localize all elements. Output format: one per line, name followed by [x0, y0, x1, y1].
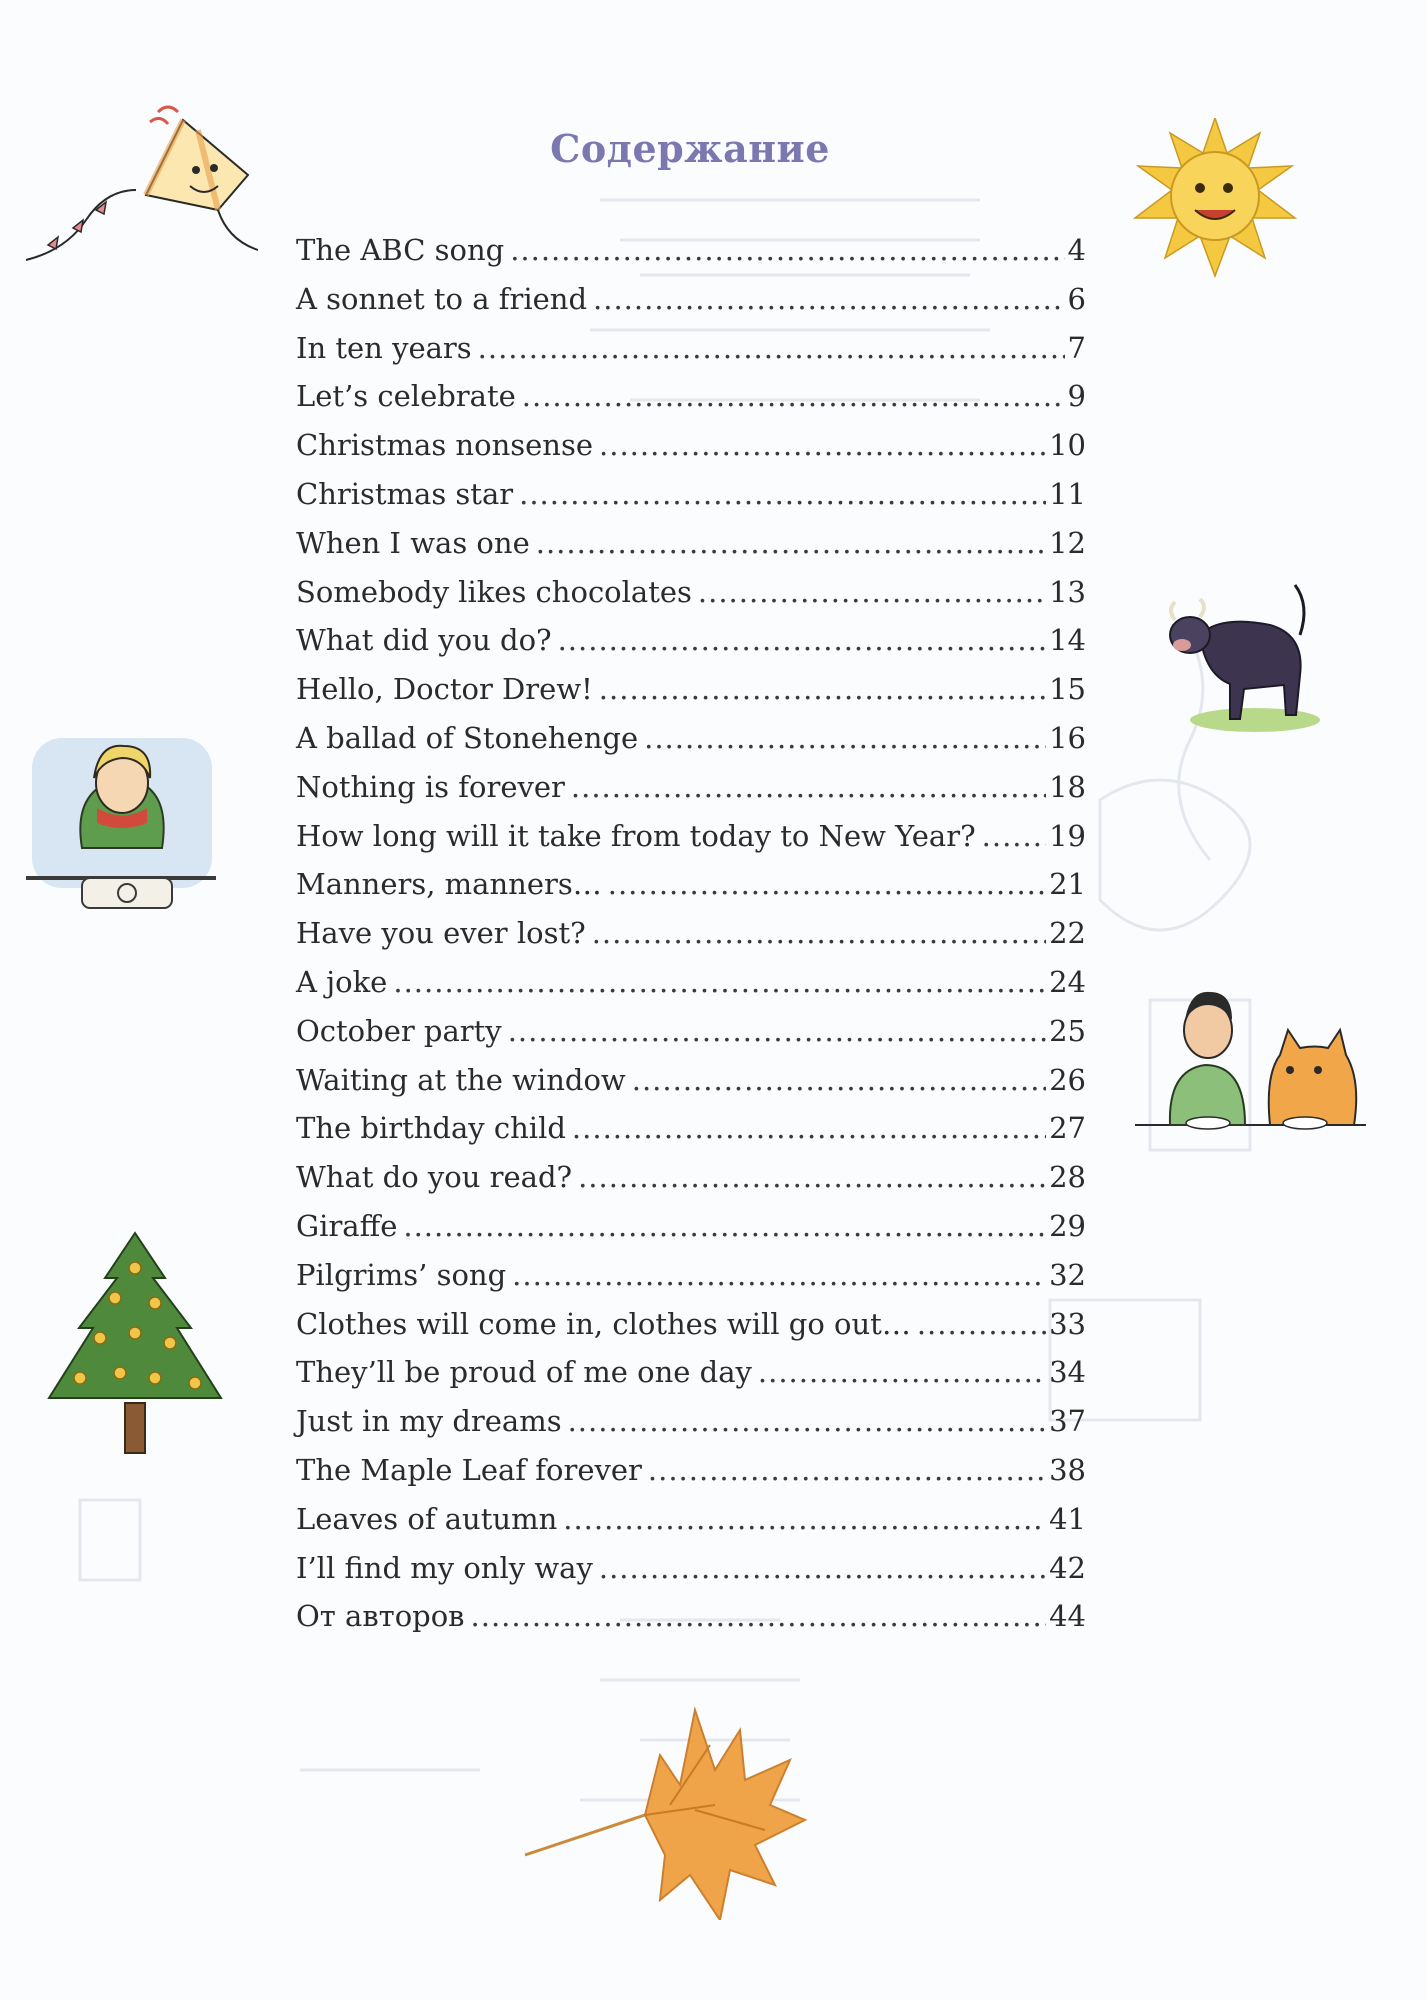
toc-entry-title: Waiting at the window [296, 1062, 626, 1097]
toc-entry-page-number: 26 [1049, 1062, 1086, 1097]
toc-entry [296, 665, 1086, 714]
dot-leader [508, 1007, 1046, 1056]
toc-entry [296, 958, 1086, 1007]
dot-leader [599, 421, 1046, 470]
toc-entry [296, 1202, 1086, 1251]
toc-entry [296, 812, 1086, 861]
toc-entry-title: When I was one [296, 525, 530, 560]
toc-entry-page-number: 11 [1049, 476, 1086, 511]
sun-illustration [1130, 118, 1300, 278]
toc-entry-title: Have you ever lost? [296, 916, 586, 951]
table-of-contents [296, 226, 1086, 1641]
toc-entry-page-number: 10 [1049, 428, 1086, 463]
toc-entry [296, 324, 1086, 373]
toc-entry-page-number: 4 [1067, 233, 1086, 267]
toc-entry [296, 860, 1086, 909]
toc-entry-page-number: 28 [1049, 1160, 1086, 1195]
toc-entry [296, 470, 1086, 519]
toc-entry [296, 1348, 1086, 1397]
toc-entry-title: What do you read? [296, 1160, 573, 1195]
toc-entry-title: A ballad of Stonehenge [296, 720, 639, 755]
toc-entry-title: They’ll be proud of me one day [296, 1355, 752, 1390]
dot-leader [558, 616, 1047, 665]
dot-leader [644, 714, 1046, 763]
toc-entry-title: Hello, Doctor Drew! [296, 672, 593, 707]
maple-leaf-illustration [520, 1705, 840, 1920]
dot-leader [758, 1348, 1046, 1397]
toc-entry-page-number: 19 [1049, 818, 1086, 853]
toc-entry-page-number: 42 [1049, 1550, 1086, 1585]
toc-entry [296, 1397, 1086, 1446]
toc-entry [296, 1592, 1086, 1641]
toc-entry-page-number: 13 [1049, 574, 1086, 609]
toc-entry-title: Pilgrims’ song [296, 1257, 507, 1292]
dot-leader [572, 1104, 1046, 1153]
toc-entry [296, 372, 1086, 421]
toc-entry-title: The birthday child [296, 1111, 566, 1146]
dot-leader [568, 1397, 1047, 1446]
toc-entry-page-number: 7 [1067, 330, 1086, 365]
toc-entry [296, 519, 1086, 568]
dot-leader [599, 665, 1046, 714]
toc-entry-title: Nothing is forever [296, 769, 565, 804]
toc-entry-page-number: 25 [1049, 1013, 1086, 1048]
dot-leader [403, 1202, 1046, 1251]
toc-entry-page-number: 32 [1049, 1257, 1086, 1292]
toc-entry [296, 226, 1086, 275]
toc-entry-title: От авторов [296, 1599, 465, 1634]
toc-entry-title: A sonnet to a friend [296, 281, 588, 316]
toc-entry [296, 275, 1086, 324]
christmas-tree-illustration [45, 1228, 225, 1458]
boy-and-cat-illustration [1130, 975, 1370, 1135]
toc-entry-title: Somebody likes chocolates [296, 574, 692, 609]
toc-entry-title: Christmas star [296, 476, 514, 511]
toc-entry-page-number: 44 [1049, 1599, 1086, 1634]
toc-entry-title: How long will it take from today to New Year? [296, 818, 976, 853]
toc-entry-title: Christmas nonsense [296, 428, 594, 463]
toc-entry [296, 1495, 1086, 1544]
dot-leader [698, 568, 1046, 617]
dot-leader [632, 1056, 1046, 1105]
toc-entry-page-number: 12 [1049, 525, 1086, 560]
dot-leader [578, 1153, 1046, 1202]
dot-leader [592, 909, 1046, 958]
toc-entry-page-number: 29 [1049, 1208, 1086, 1243]
kite-illustration [18, 100, 258, 270]
toc-entry-page-number: 27 [1049, 1111, 1086, 1146]
toc-entry [296, 616, 1086, 665]
dot-leader [519, 470, 1046, 519]
toc-entry-page-number: 15 [1049, 672, 1086, 707]
dot-leader [510, 226, 1064, 275]
toc-entry [296, 714, 1086, 763]
dot-leader [536, 519, 1046, 568]
girl-on-phone-illustration [22, 728, 222, 918]
dot-leader [512, 1251, 1046, 1300]
toc-entry-title: October party [296, 1013, 502, 1048]
toc-entry-page-number: 41 [1049, 1501, 1086, 1536]
dot-leader [599, 1544, 1046, 1593]
bull-illustration [1160, 575, 1320, 735]
toc-entry-title: What did you do? [296, 623, 552, 658]
toc-entry-title: In ten years [296, 330, 472, 365]
dot-leader [648, 1446, 1046, 1495]
toc-entry-title: Let’s celebrate [296, 379, 516, 414]
toc-entry-page-number: 14 [1049, 623, 1086, 658]
toc-entry-page-number: 38 [1049, 1452, 1086, 1487]
toc-entry [296, 1300, 1086, 1349]
dot-leader [571, 763, 1046, 812]
toc-entry-title: Leaves of autumn [296, 1501, 558, 1536]
toc-entry-title: Manners, manners… [296, 867, 602, 902]
toc-entry [296, 1251, 1086, 1300]
dot-leader [608, 860, 1046, 909]
dot-leader [917, 1300, 1046, 1349]
toc-entry-title: The ABC song [296, 233, 505, 267]
toc-entry [296, 763, 1086, 812]
toc-entry [296, 568, 1086, 617]
page-title: Содержание [550, 126, 830, 171]
toc-entry-page-number: 16 [1049, 720, 1086, 755]
toc-entry-title: Giraffe [296, 1208, 398, 1243]
toc-entry [296, 1446, 1086, 1495]
dot-leader [471, 1592, 1047, 1641]
toc-entry-title: I’ll find my only way [296, 1550, 593, 1585]
toc-entry-title: A joke [296, 964, 388, 999]
toc-entry-page-number: 24 [1049, 964, 1086, 999]
toc-entry-page-number: 9 [1067, 379, 1086, 414]
dot-leader [393, 958, 1046, 1007]
dot-leader [982, 812, 1046, 861]
toc-entry [296, 1153, 1086, 1202]
dot-leader [478, 324, 1065, 373]
dot-leader [522, 372, 1065, 421]
toc-entry-page-number: 21 [1049, 867, 1086, 902]
toc-entry [296, 1056, 1086, 1105]
toc-entry [296, 909, 1086, 958]
toc-entry [296, 1007, 1086, 1056]
toc-entry-page-number: 37 [1049, 1404, 1086, 1439]
toc-entry-page-number: 33 [1049, 1306, 1086, 1341]
toc-entry-title: Clothes will come in, clothes will go out… [296, 1306, 911, 1341]
dot-leader [563, 1495, 1046, 1544]
toc-entry-title: Just in my dreams [296, 1404, 562, 1439]
toc-entry-page-number: 22 [1049, 916, 1086, 951]
dot-leader [593, 275, 1065, 324]
toc-entry-page-number: 18 [1049, 769, 1086, 804]
toc-entry-page-number: 34 [1049, 1355, 1086, 1390]
toc-entry-page-number: 6 [1067, 281, 1086, 316]
toc-entry [296, 421, 1086, 470]
toc-entry [296, 1544, 1086, 1593]
toc-entry [296, 1104, 1086, 1153]
toc-entry-title: The Maple Leaf forever [296, 1452, 642, 1487]
